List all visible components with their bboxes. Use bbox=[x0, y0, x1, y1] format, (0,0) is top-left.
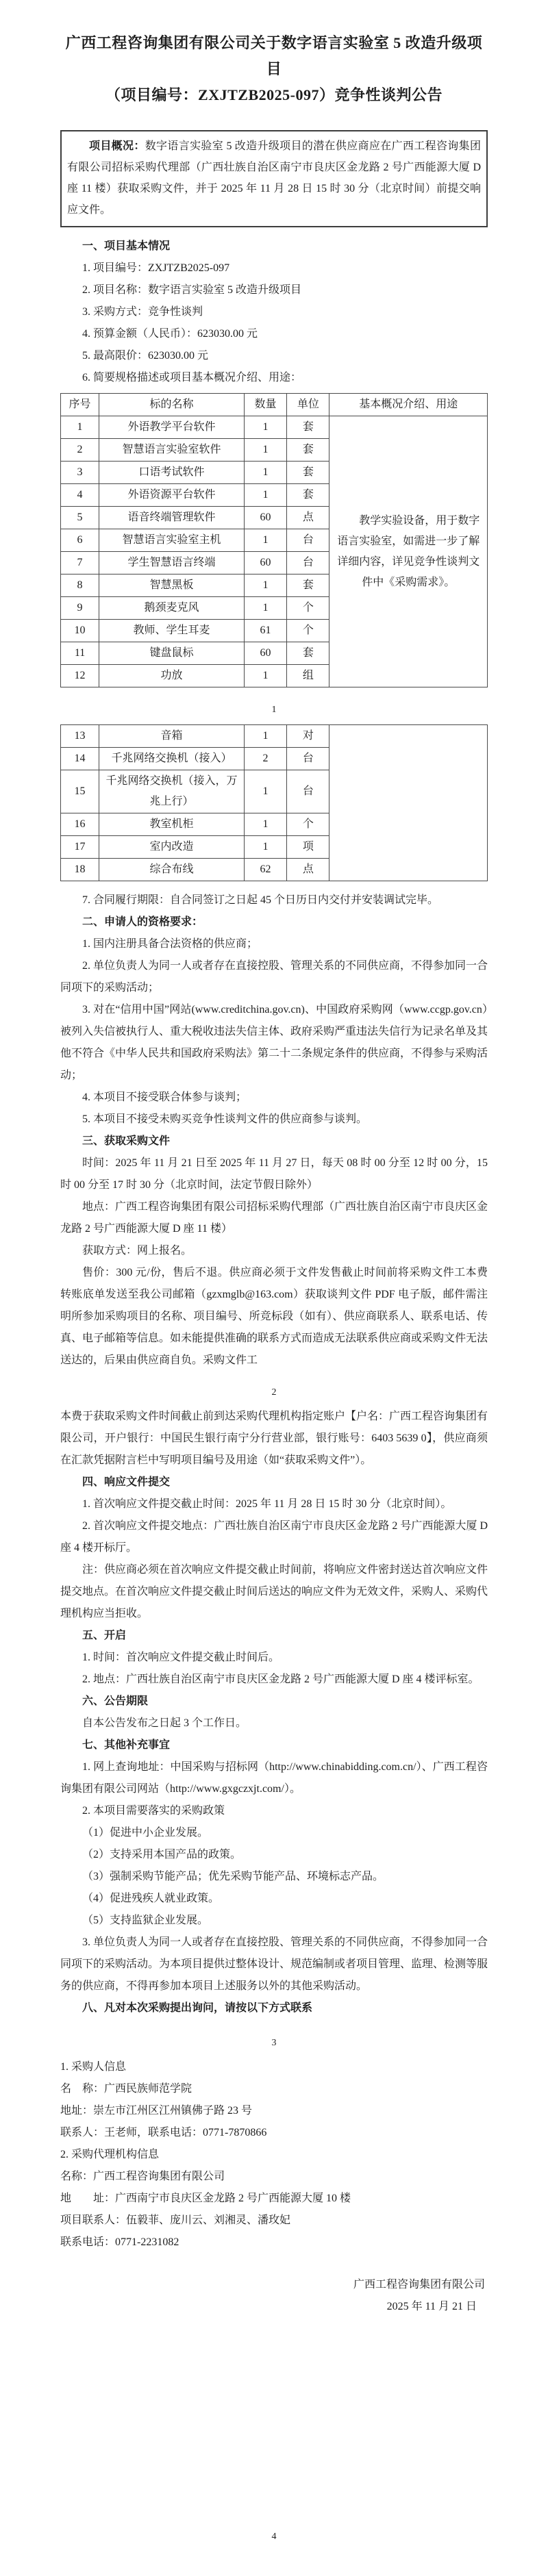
budget-amount: 4. 预算金额（人民币）：623030.00 元 bbox=[82, 328, 258, 340]
signature-date: 2025 年 11 月 21 日 bbox=[386, 2301, 477, 2312]
table-row: 5 语音终端管理软件 60 点 bbox=[61, 507, 488, 529]
table-row: 14 千兆网络交换机（接入） 2 台 bbox=[61, 748, 488, 770]
page-number-1: 1 bbox=[271, 705, 277, 715]
document-price-part1: 售价：300 元/份，售后不退。供应商必须于文件发售截止时间前将采购文件工本费转账底单发送至我公司邮箱（gzxmglb@163.com）获取谈判文件 PDF 电子版，邮件需注明所参加采购项目的名称、项目编号、所竞标段（如有）、供应商联系人、联系电话、传真、电子邮箱等信息。如未能提供准确的联系方式而造成无法联系供应商或采购文件无法送达的，后果由供应商自负。采购文件工 bbox=[60, 1267, 488, 1366]
table-row: 18 综合布线 62 点 bbox=[61, 859, 488, 881]
agent-info-heading: 2. 采购代理机构信息 bbox=[60, 2149, 160, 2160]
col-header-qty: 数量 bbox=[244, 394, 286, 416]
signature-company: 广西工程咨询集团有限公司 bbox=[353, 2279, 485, 2290]
policy-item-3: （3）强制采购节能产品；优先采购节能产品、环境标志产品。 bbox=[82, 1871, 384, 1882]
submission-place: 2. 首次响应文件提交地点：广西壮族自治区南宁市良庆区金龙路 2 号广西能源大厦 D 座 4 楼开标厅。 bbox=[60, 1520, 488, 1554]
page-number-3: 3 bbox=[271, 2038, 277, 2048]
document-obtain-method: 获取方式：网上报名。 bbox=[82, 1245, 192, 1257]
table-row: 10 教师、学生耳麦 61 个 bbox=[61, 620, 488, 642]
buyer-name: 名 称：广西民族师范学院 bbox=[60, 2083, 192, 2095]
col-header-unit: 单位 bbox=[287, 394, 329, 416]
table-row: 3 口语考试软件 1 套 bbox=[61, 462, 488, 484]
agent-phone: 联系电话：0771-2231082 bbox=[60, 2236, 179, 2248]
opening-time: 1. 时间：首次响应文件提交截止时间后。 bbox=[82, 1652, 280, 1663]
section3-heading: 三、获取采购文件 bbox=[82, 1135, 171, 1147]
table-row: 2 智慧语言实验室软件 1 套 bbox=[61, 439, 488, 462]
section5-heading: 五、开启 bbox=[82, 1630, 127, 1641]
buyer-contact: 联系人：王老师，联系电话：0771-7870866 bbox=[60, 2127, 267, 2138]
qualification-item-3: 3. 对在“信用中国”网站(www.creditchina.gov.cn)、中国政府采购网（www.ccgp.gov.cn）被列入失信被执行人、重大税收违法失信主体、政府采购严重违法失信行为记录名单及其他不符合《中华人民共和国政府采购法》第二十二条规定条件的供应商，不得参与采购活动； bbox=[60, 1004, 488, 1081]
document-price-part2: 本费于获取采购文件时间截止前到达采购代理机构指定账户【户名：广西工程咨询集团有限公司，开户银行：中国民生银行南宁分行营业部，银行账号：6403 5639 0】，供应商须在汇款凭据附言栏中写明项目编号及用途（如“获取采购文件”）。 bbox=[60, 1411, 488, 1466]
price-ceiling: 5. 最高限价：623030.00 元 bbox=[82, 350, 209, 362]
project-overview-box bbox=[60, 130, 488, 227]
table-row: 17 室内改造 1 项 bbox=[61, 836, 488, 859]
online-query-address: 1. 网上查询地址：中国采购与招标网（http://www.chinabidding.com.cn/）、广西工程咨询集团有限公司网站（http://www.gxgczxjt.com/）。 bbox=[60, 1761, 488, 1795]
submission-note: 注：供应商必须在首次响应文件提交截止时间前，将响应文件密封送达首次响应文件提交地点。在首次响应文件提交截止时间后送达的响应文件为无效文件，采购人、采购代理机构应当拒收。 bbox=[60, 1564, 488, 1619]
table-row: 6 智慧语言实验室主机 1 台 bbox=[61, 529, 488, 552]
project-overview-label: 项目概况： bbox=[89, 140, 145, 152]
table-row: 16 教室机柜 1 个 bbox=[61, 813, 488, 836]
page-title bbox=[60, 0, 488, 108]
qualification-item-2: 2. 单位负责人为同一人或者存在直接控股、管理关系的不同供应商，不得参加同一合同项下的采购活动； bbox=[60, 960, 488, 994]
section6-heading: 六、公告期限 bbox=[82, 1695, 149, 1707]
table-row: 13 音箱 1 对 bbox=[61, 725, 488, 748]
table-row: 11 键盘鼠标 60 套 bbox=[61, 642, 488, 665]
procurement-method: 3. 采购方式：竞争性谈判 bbox=[82, 306, 203, 318]
contract-term: 7. 合同履行期限：自合同签订之日起 45 个日历日内交付并安装调试完毕。 bbox=[82, 894, 439, 906]
table-row: 4 外语资源平台软件 1 套 bbox=[61, 484, 488, 507]
agent-address: 地 址：广西南宁市良庆区金龙路 2 号广西能源大厦 10 楼 bbox=[60, 2193, 351, 2204]
col-header-desc: 基本概况介绍、用途 bbox=[329, 394, 488, 416]
qualification-item-5: 5. 本项目不接受未购买竞争性谈判文件的供应商参与谈判。 bbox=[82, 1113, 368, 1125]
procurement-policy-label: 2. 本项目需要落实的采购政策 bbox=[82, 1805, 225, 1817]
title-line-2: （项目编号：ZXJTZB2025-097）竞争性谈判公告 bbox=[105, 86, 443, 103]
buyer-info-heading: 1. 采购人信息 bbox=[60, 2061, 127, 2073]
project-overview-text: 项目概况：数字语言实验室 5 改造升级项目的潜在供应商应在广西工程咨询集团有限公司招标采购代理部（广西壮族自治区南宁市良庆区金龙路 2 号广西能源大厦 D 座 11 楼）获取采购文件，并于 2025 年 11 月 28 日 15 时 30 分（北京时间）前提交响应文件。 bbox=[67, 140, 481, 216]
table-row: 1 外语教学平台软件 1 套 教学实验设备，用于数字语言实验室，如需进一步了解详细内容，详见竞争性谈判文件中《采购需求》。 bbox=[61, 416, 488, 439]
page-number-4: 4 bbox=[271, 2531, 277, 2542]
table-row: 12 功放 1 组 bbox=[61, 665, 488, 687]
document-obtain-time: 时间：2025 年 11 月 21 日至 2025 年 11 月 27 日，每天 08 时 00 分至 12 时 00 分，15 时 00 分至 17 时 30 分（北京时间，法定节假日除外） bbox=[60, 1157, 488, 1191]
page-number-2: 2 bbox=[271, 1387, 277, 1398]
title-line-1: 广西工程咨询集团有限公司关于数字语言实验室 5 改造升级项目 bbox=[65, 34, 483, 77]
agent-name: 名称：广西工程咨询集团有限公司 bbox=[60, 2171, 225, 2182]
table-row: 9 鹅颈麦克风 1 个 bbox=[61, 597, 488, 620]
items-description-cell: 教学实验设备，用于数字语言实验室，如需进一步了解详细内容，详见竞争性谈判文件中《采购需求》。 bbox=[329, 416, 488, 687]
table-header-row bbox=[61, 394, 488, 416]
table-row: 15 千兆网络交换机（接入，万兆上行） 1 台 bbox=[61, 770, 488, 813]
spec-intro-label: 6. 简要规格描述或项目基本概况介绍、用途： bbox=[82, 372, 302, 383]
policy-item-1: （1）促进中小企业发展。 bbox=[82, 1827, 209, 1839]
section2-heading: 二、申请人的资格要求： bbox=[82, 916, 203, 928]
policy-item-2: （2）支持采用本国产品的政策。 bbox=[82, 1849, 242, 1860]
policy-item-5: （5）支持监狱企业发展。 bbox=[82, 1915, 209, 1926]
qualification-item-1: 1. 国内注册具备合法资格的供应商； bbox=[82, 938, 258, 950]
other-note-3: 3. 单位负责人为同一人或者存在直接控股、管理关系的不同供应商，不得参加同一合同项下的采购活动。为本项目提供过整体设计、规范编制或者项目管理、监理、检测等服务的供应商，不得再参加本项目上述服务以外的其他采购活动。 bbox=[60, 1936, 488, 1992]
col-header-name: 标的名称 bbox=[99, 394, 245, 416]
col-header-no: 序号 bbox=[61, 394, 99, 416]
project-number: 1. 项目编号：ZXJTZB2025-097 bbox=[82, 262, 230, 274]
items-description-cell-empty bbox=[329, 725, 488, 881]
qualification-item-4: 4. 本项目不接受联合体参与谈判； bbox=[82, 1091, 247, 1103]
items-table-part2 bbox=[60, 724, 488, 881]
section4-heading: 四、响应文件提交 bbox=[82, 1476, 171, 1488]
submission-deadline: 1. 首次响应文件提交截止时间：2025 年 11 月 28 日 15 时 30 分（北京时间）。 bbox=[82, 1498, 452, 1510]
section1-heading: 一、项目基本情况 bbox=[82, 240, 171, 252]
section8-heading: 八、凡对本次采购提出询问，请按以下方式联系 bbox=[82, 2002, 313, 2014]
section7-heading: 七、其他补充事宜 bbox=[82, 1739, 171, 1751]
document-obtain-place: 地点：广西工程咨询集团有限公司招标采购代理部（广西壮族自治区南宁市良庆区金龙路 2 号广西能源大厦 D 座 11 楼） bbox=[60, 1201, 488, 1235]
table-row: 7 学生智慧语言终端 60 台 bbox=[61, 552, 488, 574]
buyer-address: 地址：崇左市江州区江州镇佛子路 23 号 bbox=[60, 2105, 253, 2117]
items-table-part1 bbox=[60, 393, 488, 687]
agent-contact: 项目联系人：伍毅菲、庞川云、刘湘灵、潘玫妃 bbox=[60, 2214, 291, 2226]
table-row: 8 智慧黑板 1 套 bbox=[61, 574, 488, 597]
announcement-period: 自本公告发布之日起 3 个工作日。 bbox=[82, 1717, 247, 1729]
project-name: 2. 项目名称：数字语言实验室 5 改造升级项目 bbox=[82, 284, 302, 296]
policy-item-4: （4）促进残疾人就业政策。 bbox=[82, 1893, 220, 1904]
opening-place: 2. 地点：广西壮族自治区南宁市良庆区金龙路 2 号广西能源大厦 D 座 4 楼评标室。 bbox=[82, 1674, 480, 1685]
